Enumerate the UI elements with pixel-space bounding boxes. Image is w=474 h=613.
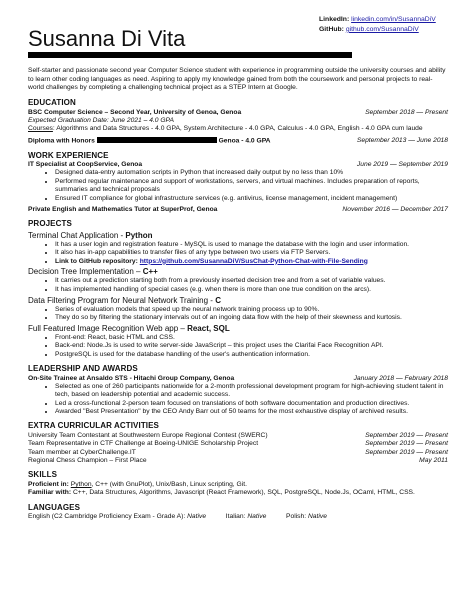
proficient-list: , C++ (with GnuPlot), Unix/Bash, Linux scripting, Git. <box>91 480 247 488</box>
list-item: • Selected as one of 260 participants nationwide for a 2-month professional development program for high-achieving student talent in tech, based on leadership potential and academic success. <box>55 383 448 400</box>
repo-link-label: Link to GitHub repository <box>55 257 136 265</box>
languages-row <box>28 513 448 521</box>
leadership-heading: LEADERSHIP AND AWARDS <box>28 364 138 374</box>
diploma-redaction <box>97 137 217 144</box>
project-name: Terminal Chat Application - <box>28 230 126 240</box>
language-polish: Polish: <box>286 513 308 521</box>
header-redaction-bar <box>28 52 352 58</box>
project-tech: C++ <box>142 267 158 277</box>
linkedin-label: LinkedIn: <box>319 16 350 23</box>
projects-heading: PROJECTS <box>28 219 72 229</box>
job-tutor <box>28 206 448 214</box>
leadership-role: On-Site Trainee at Ansaldo STS - Hitachi Group Company, Genoa <box>28 374 235 382</box>
activity-dates: September 2019 — Present <box>365 440 448 448</box>
list-item: • Back-end: Node.Js is used to write server-side JavaScript – this project uses the Clarifai Face Recognition API. <box>55 342 448 350</box>
project-tech: C <box>215 295 221 305</box>
familiar-label: Familiar with: <box>28 489 72 497</box>
university-name: BSC Computer Science – Second Year, University of Genoa, Genoa <box>28 108 242 116</box>
summary-paragraph: Self-starter and passionate second year Computer Science student with experience in programming outside the university courses and ability to learn other coding languages as need. Aspiring to apply my knowledge gained from both the coursework and personal projects to real-world challenges by completing a challenging technical project as a STEP Intern at Google. <box>28 67 446 92</box>
activity-row <box>28 449 448 457</box>
contact-block <box>319 15 436 35</box>
activity-row <box>28 432 448 440</box>
resume-body <box>28 67 448 522</box>
skills-familiar <box>28 489 448 497</box>
language-polish-level: Native <box>307 513 327 521</box>
skills-proficient <box>28 481 448 489</box>
project-name: Data Filtering Program for Neural Network Training - <box>28 295 216 305</box>
list-item: • Awarded "Best Presentation" by the CEO Andy Barr out of 50 teams for the most exhaustive display of archived results. <box>55 408 448 416</box>
leadership-bullets <box>28 383 448 417</box>
list-item: • Front-end: React, basic HTML and CSS. <box>55 334 448 342</box>
list-item: • PostgreSQL is used for the database handling of the user's authentication information. <box>55 351 448 359</box>
project-tech: React, SQL <box>187 323 230 333</box>
extracurricular-heading: EXTRA CURRICULAR ACTIVITIES <box>28 421 159 431</box>
activity-row <box>28 440 448 448</box>
list-item: • It has implemented handling of special cases (e.g. when there is more than one true condition on the arcs). <box>55 286 448 294</box>
list-item: • Link to GitHub repository: https://github.com/SusannaDiV/SusChat-Python-Chat-with-File-Sending <box>55 258 448 266</box>
project-title-image-recognition <box>28 324 448 334</box>
language-italian: Italian: <box>225 513 248 521</box>
proficient-label: Proficient in: <box>28 480 69 488</box>
project-title-chat <box>28 231 448 241</box>
list-item: • It carries out a prediction starting both from a previously inserted decision tree and from a set of variable values. <box>55 277 448 285</box>
language-english-level: Native <box>187 513 207 521</box>
job-dates: June 2019 — September 2019 <box>356 161 448 169</box>
project-title-decision-tree <box>28 267 448 277</box>
education-heading: EDUCATION <box>28 98 76 108</box>
activity-dates: September 2019 — Present <box>365 431 448 439</box>
project-bullets <box>28 241 448 266</box>
activity-text: Team member at CyberChallenge.IT <box>28 448 136 456</box>
activity-dates: September 2019 — Present <box>365 448 448 456</box>
activity-dates: May 2011 <box>419 457 448 465</box>
list-item: • They do so by filtering the stationary intervals out of an ingoing data flow with the help of their skewness and kurtosis. <box>55 314 448 322</box>
list-item: • Led a cross-functional 2-person team focused on translations of both software documentation and production directives. <box>55 400 448 408</box>
leadership-entry <box>28 375 448 383</box>
courses-line <box>28 125 448 133</box>
list-item: • Performed regular maintenance and support of workstations, servers, and virtual machines. Includes preparation of reports, summaries and technical proposals <box>55 178 448 195</box>
activity-text: University Team Contestant at Southwestern Europe Regional Contest (SWERC) <box>28 431 268 439</box>
proficient-python: Python <box>70 480 92 488</box>
activity-row <box>28 457 448 465</box>
diploma-dates: September 2013 — June 2018 <box>356 137 448 145</box>
university-dates: September 2018 — Present <box>365 108 448 116</box>
job-dates: November 2016 — December 2017 <box>342 205 448 213</box>
diploma-location-gpa: Genoa - 4.0 GPA <box>218 137 271 145</box>
education-entry-diploma <box>28 137 448 146</box>
work-heading: WORK EXPERIENCE <box>28 150 109 160</box>
job-title: IT Specialist at CoopService, Genoa <box>28 161 143 169</box>
project-bullets <box>28 277 448 294</box>
graduation-date: Expected Graduation Date: June 2021 – 4.0 GPA <box>28 116 174 124</box>
job-title: Private English and Mathematics Tutor at SuperProf, Genoa <box>28 205 218 213</box>
language-english: English (C2 Cambridge Proficiency Exam - Grade A): <box>28 513 188 521</box>
list-item: • Ensured IT compliance for global infrastructure services (e.g. antivirus, license management, incident management) <box>55 195 448 203</box>
project-name: Decision Tree Implementation – <box>28 267 143 277</box>
activity-text: Team Representative in CTF Challenge at Boeing-UNIGE Scholarship Project <box>28 440 259 448</box>
list-item: • It has a user login and registration feature - MySQL is used to manage the database with the login and user information. <box>55 241 448 249</box>
courses-list: : Algorithms and Data Structures - 4.0 GPA, System Architecture - 4.0 GPA, Calculus - 4.0 GPA, English - 4.0 GPA cum laude <box>52 125 423 133</box>
github-link[interactable]: github.com/SusannaDiV <box>345 25 419 33</box>
project-title-data-filtering <box>28 296 448 306</box>
job-it-specialist <box>28 161 448 169</box>
job-bullets <box>28 169 448 203</box>
project-bullets <box>28 334 448 359</box>
list-item: • Series of evaluation models that speed up the neural network training process up to 90%. <box>55 306 448 314</box>
education-entry-university <box>28 109 448 117</box>
language-italian-level: Native <box>247 513 267 521</box>
project-tech: Python <box>125 230 153 240</box>
github-label: GitHub: <box>319 25 344 33</box>
project-name: Full Featured Image Recognition Web app – <box>28 323 188 333</box>
linkedin-link[interactable]: linkedin.com/in/SusannaDiV <box>351 16 436 23</box>
skills-heading: SKILLS <box>28 470 58 480</box>
familiar-list: C++, Data Structures, Algorithms, Javascript (React Framework), SQL, PostgreSQL, Node.Js, OCaml, HTML, CSS. <box>72 489 415 497</box>
courses-label: Courses <box>28 125 53 133</box>
candidate-name: Susanna Di Vita <box>28 26 186 51</box>
list-item: • Designed data-entry automation scripts in Python that increased daily output by no less than 10% <box>55 169 448 177</box>
diploma-name: Diploma with Honors <box>28 137 95 145</box>
activity-text: Regional Chess Champion – First Place <box>28 457 147 465</box>
languages-heading: LANGUAGES <box>28 502 81 512</box>
project-bullets <box>28 306 448 323</box>
repo-link[interactable]: https://github.com/SusannaDiV/SusChat-Python-Chat-with-File-Sending <box>139 257 368 265</box>
list-item: • It also has in-app capabilities to transfer files of any type between two users via FTP Servers. <box>55 249 448 257</box>
leadership-dates: January 2018 — February 2018 <box>353 374 448 382</box>
